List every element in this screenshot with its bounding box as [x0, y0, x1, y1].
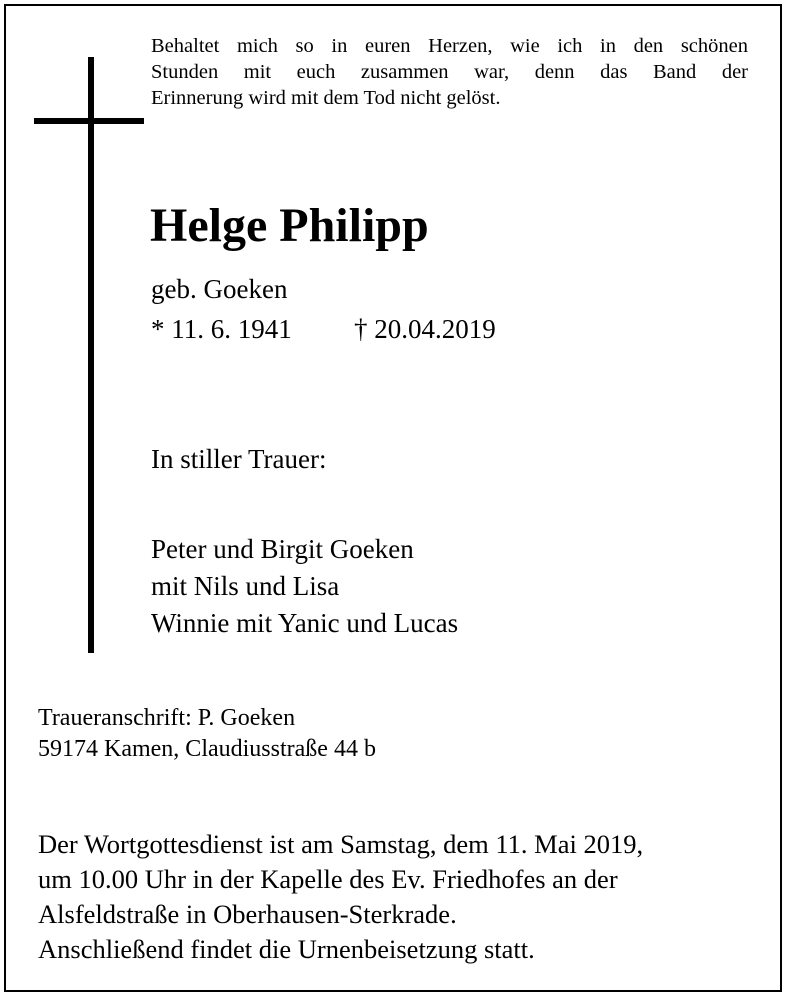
cross-horizontal-bar [34, 118, 144, 124]
mourner-line: Winnie mit Yanic und Lucas [151, 608, 459, 638]
death-date: † 20.04.2019 [354, 314, 496, 344]
deceased-name: Helge Philipp [150, 199, 429, 252]
service-announcement [38, 827, 773, 967]
memorial-quote [151, 33, 748, 111]
maiden-name: geb. Goeken [151, 274, 288, 304]
mourner-line: Peter und Birgit Goeken [151, 534, 414, 564]
service-line: Alsfeldstraße in Oberhausen-Sterkrade. [38, 899, 457, 929]
cross-vertical-bar [88, 57, 94, 653]
address-line: 59174 Kamen, Claudiusstraße 44 b [38, 736, 376, 762]
quote-line: Behaltet mich so in euren Herzen, wie ich in den schönen [151, 35, 748, 57]
service-line: Anschließend findet die Urnenbeisetzung statt. [38, 934, 535, 964]
life-dates [151, 313, 496, 345]
birth-date: * 11. 6. 1941 [151, 314, 292, 344]
mourners-list [151, 531, 458, 642]
mourning-heading: In stiller Trauer: [151, 444, 327, 474]
mourner-line: mit Nils und Lisa [151, 571, 340, 601]
service-line: Der Wortgottesdienst ist am Samstag, dem 11. Mai 2019, [38, 829, 644, 859]
quote-line: Stunden mit euch zusammen war, denn das Band der [151, 61, 748, 83]
address-line: Traueranschrift: P. Goeken [38, 705, 296, 731]
service-line: um 10.00 Uhr in der Kapelle des Ev. Friedhofes an der [38, 864, 618, 894]
quote-line: Erinnerung wird mit dem Tod nicht gelöst. [151, 87, 501, 109]
mourning-address [38, 703, 376, 765]
